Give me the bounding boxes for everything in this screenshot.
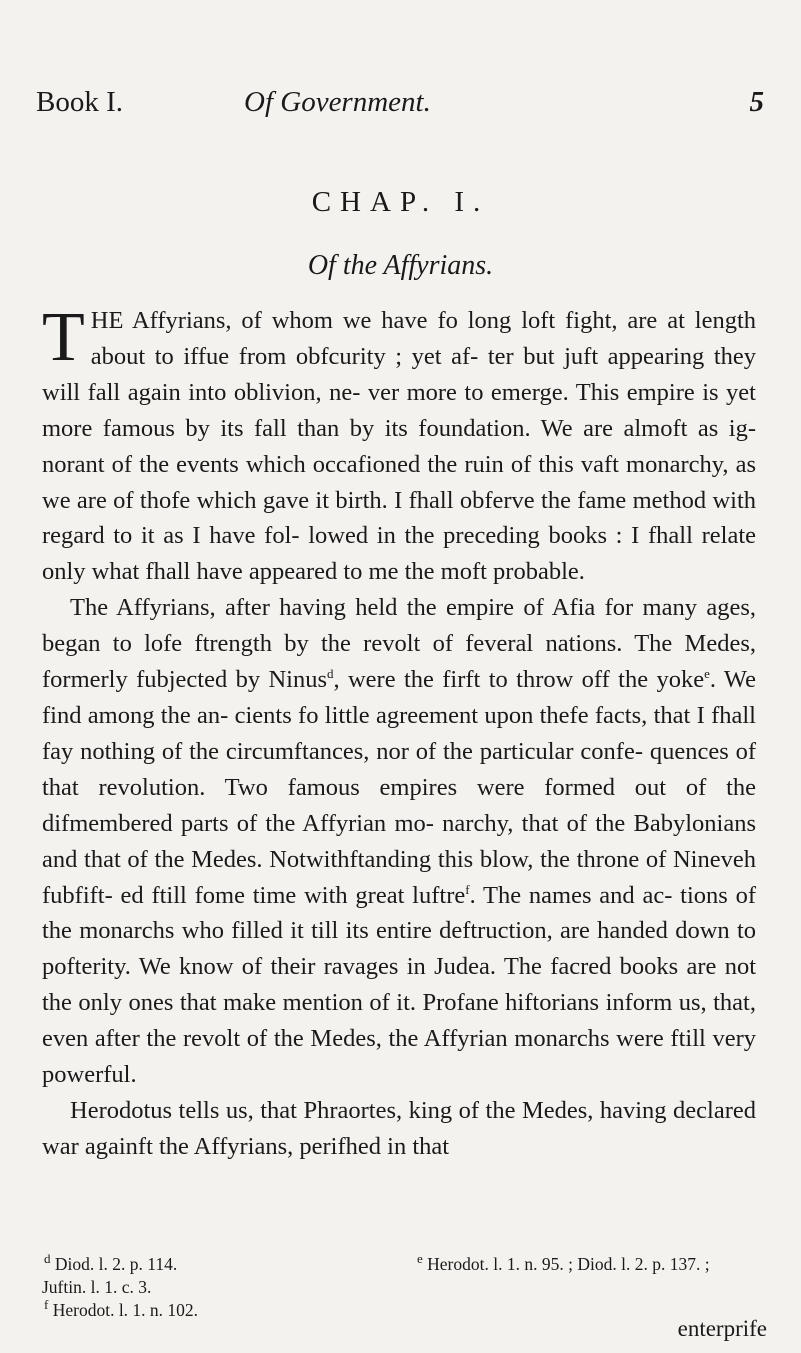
footnote-f bbox=[44, 1299, 198, 1322]
footnote-mark-e: e bbox=[417, 1251, 423, 1267]
body-text bbox=[42, 299, 756, 1165]
running-head bbox=[36, 86, 764, 126]
footnote-mark-f: f bbox=[44, 1297, 49, 1313]
footnote-ref-f: f bbox=[465, 881, 470, 897]
paragraph-2 bbox=[42, 590, 756, 1093]
footnote-e bbox=[417, 1253, 710, 1276]
paragraph-2-part-2: , were the firft to throw off the yoke bbox=[333, 666, 705, 694]
running-head-book: Book I. bbox=[36, 86, 123, 118]
footnote-f-text: Herodot. l. 1. n. 102. bbox=[52, 1300, 199, 1320]
paragraph-2-part-1: The Affyrians, after having held the empire of Afia for many ages, began to lofe ftrength by the revolt of feveral nations. The Medes, formerly fubjected by Ninus bbox=[42, 594, 756, 694]
footnote-d bbox=[44, 1253, 177, 1276]
paragraph-3: Herodotus tells us, that Phraortes, king of the Medes, having declared war againft the Affyrians, perifhed in that bbox=[42, 1096, 756, 1160]
chapter-subtitle: Of the Affyrians. bbox=[307, 250, 494, 281]
paragraph-2-part-4: . The names and ac- tions of the monarchs who filled it till its entire deftruction, are handed down to pofterity. We know of their ravages in Judea. The facred books are not the only ones that make mention of it. Profane hiftorians inform us, that, even after the revolt of the Medes, the Affyrian monarchs were ftill very powerful. bbox=[42, 881, 756, 1089]
running-head-title: Of Government. bbox=[244, 86, 431, 118]
footnote-ref-e: e bbox=[704, 665, 710, 681]
footnote-d-continuation: Juftin. l. 1. c. 3. bbox=[42, 1277, 152, 1297]
footnote-e-text: Herodot. l. 1. n. 95. ; Diod. l. 2. p. 137. ; bbox=[427, 1254, 710, 1274]
chapter-heading: CHAP. I. bbox=[311, 186, 490, 218]
footnote-row bbox=[42, 1253, 756, 1276]
footnote-mark-d: d bbox=[44, 1251, 51, 1267]
footnote-row bbox=[42, 1276, 756, 1299]
footnote-row bbox=[42, 1299, 756, 1322]
footnote-ref-d: d bbox=[327, 665, 334, 681]
paragraph-1: THE Affyrians, of whom we have fo long loft fight, are at length about to iffue from obfcurity ; yet af- ter but juft appearing they will fall again into oblivion, ne- ver more to emerge. This empire is yet more famous by its fall than by its foundation. We are almoft as ig- norant of the events which occafioned the ruin of this vaft monarchy, as we are of thofe which gave it birth. I fhall obferve the fame method with regard to it as I have fol- lowed in the preceding books : I fhall relate only what fhall have appeared to me the moft probable. bbox=[42, 299, 756, 586]
footnote-d-text: Diod. l. 2. p. 114. bbox=[54, 1254, 178, 1274]
page-number: 5 bbox=[749, 86, 764, 118]
catchword: enterprife bbox=[677, 1316, 767, 1341]
paragraph-2-part-3: . We find among the an- cients fo little agreement upon thefe facts, that I fhall fay nothing of the circumftances, nor of the particular confe- quences of that revolution. Two famous empires were formed out of the difmembered parts of the Affyrian mo- narchy, that of the Babylonians and that of the Medes. Notwithftanding this blow, the throne of Nineveh fubfift- ed ftill fome time with great luftre bbox=[42, 666, 756, 909]
footnotes bbox=[42, 1253, 756, 1322]
